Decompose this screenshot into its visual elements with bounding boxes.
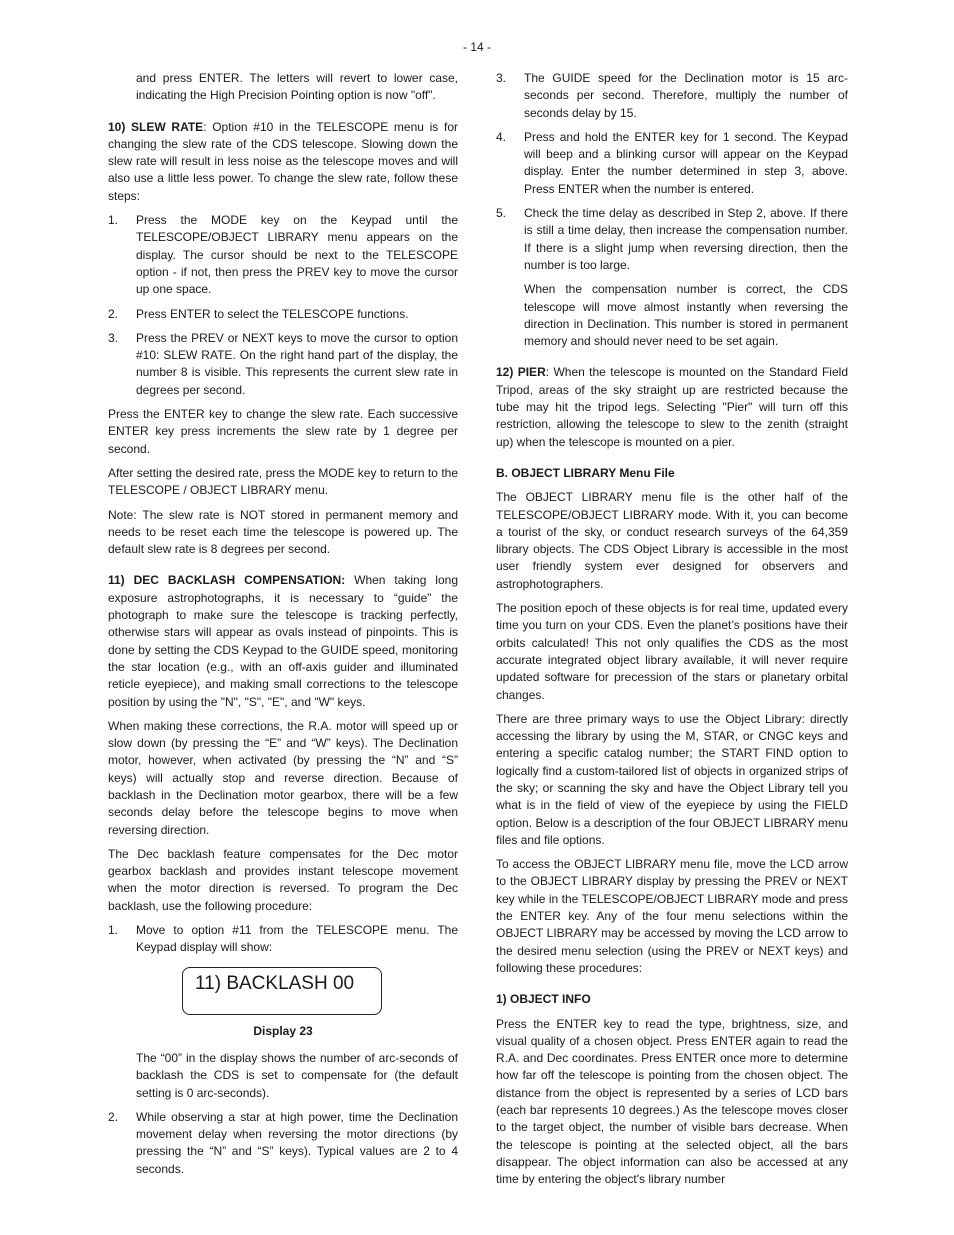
slew-paragraph-1: Press the ENTER key to change the slew rate. Each successive ENTER key press increments the slew rate by 1 degree per second. xyxy=(108,407,458,456)
object-library-paragraph-3: There are three primary ways to use the Object Library: directly accessing the library by using the M, STAR, or CNGC keys and entering a specific catalog number; the START FIND option to logically find a custom-tailored list of objects in organized strips of the sky; or scanning the sky and have the Object Library tell you what is in the field of view of the eyepiece by using the FIELD option. Below is a description of the four OBJECT LIBRARY menu files and file options. xyxy=(496,711,848,847)
object-library-paragraph-2: The position epoch of these objects is for real time, updated every time you turn on your CDS. Even the planet’s positions have their orbits calculated! This not only qualifies the CDS as the most accurate integrated object library available, it will never require updated software for precession of the stars or planetary orbital changes. xyxy=(496,601,848,702)
step-5-note: When the compensation number is correct, the CDS telescope will move almost instantly when reversing the direction in Declination. This number is stored in permanent memory and should never need to be set again. xyxy=(524,282,848,349)
object-library-heading: B. OBJECT LIBRARY Menu File xyxy=(496,465,675,480)
left-column xyxy=(108,70,458,1185)
pier-text: : When the telescope is mounted on the Standard Field Tripod, areas of the sky straight up are restricted because the tube may hit the tripod legs. Selecting "Pier" will turn off this restriction, allowing the telescope to slew to the zenith (straight up) when the telescope is mounted on a pier. xyxy=(496,365,848,449)
step-number: 1. xyxy=(108,213,119,228)
display-caption: Display 23 xyxy=(253,1023,313,1038)
slew-rate-text: : Option #10 in the TELESCOPE menu is for changing the slew rate of the CDS telescope. Slowing down the slew rate will result in less noise as the telescope moves and will also use a little less power. To change the slew rate, follow these steps: xyxy=(108,119,458,203)
dec-step-1 xyxy=(108,922,458,957)
dec-backlash-heading: 11) DEC BACKLASH COMPENSATION: xyxy=(108,573,346,588)
object-info-heading: 1) OBJECT INFO xyxy=(496,992,591,1007)
intro-paragraph: and press ENTER. The letters will revert to lower case, indicating the High Precision Pointing option is now "off". xyxy=(136,71,458,103)
object-info-paragraph: Press the ENTER key to read the type, brightness, size, and visual quality of a chosen object. Press ENTER again to read the R.A. and Dec coordinates. Press ENTER once more to determine how far off the telescope is pointing from the chosen object. The distance from the object is represented by a series of LCD bars (each bar represents 10 degrees.) As the telescope moves closer to the target object, the number of visible bars decrease. When the telescope is pointing at the selected object, all the bars disappear. The object information can also be accessed at any time by entering the object's library number xyxy=(496,1016,848,1187)
step-text: The GUIDE speed for the Declination motor is 15 arc-seconds per second. Therefore, multiply the number of seconds delay by 15. xyxy=(524,71,848,120)
step-text: Press the MODE key on the Keypad until the TELESCOPE/OBJECT LIBRARY menu appears on the display. The cursor should be next to the TELESCOPE option - if not, then press the PREV key to move the cursor up one space. xyxy=(136,213,458,297)
dec-step-2 xyxy=(108,1109,458,1178)
right-column xyxy=(496,70,848,1196)
dec-step-5 xyxy=(496,205,848,274)
slew-rate-heading: 10) SLEW RATE xyxy=(108,119,204,134)
step-number: 2. xyxy=(108,306,119,321)
step-text: Check the time delay as described in Step 2, above. If there is still a time delay, then increase the compensation number. If there is a slight jump when reversing direction, then the number is too large. xyxy=(524,206,848,272)
slew-rate-paragraph xyxy=(108,119,458,205)
dec-backlash-paragraph xyxy=(108,572,458,710)
step-text: While observing a star at high power, time the Declination movement delay when reversing the motor directions (by pressing the “N” and “S” keys). Typical values are 2 to 4 seconds. xyxy=(136,1109,458,1176)
pier-paragraph xyxy=(496,364,848,450)
slew-step-3 xyxy=(108,330,458,399)
step-number: 2. xyxy=(108,1109,119,1124)
step-text: Move to option #11 from the TELESCOPE menu. The Keypad display will show: xyxy=(136,923,458,955)
slew-step-1 xyxy=(108,212,458,298)
pier-heading: 12) PIER xyxy=(496,365,546,380)
keypad-display: 11) BACKLASH 00 xyxy=(182,967,382,1015)
page-number: - 14 - xyxy=(462,40,491,54)
slew-paragraph-2: After setting the desired rate, press the MODE key to return to the TELESCOPE / OBJECT LIBRARY menu. xyxy=(108,465,458,498)
dec-step-4 xyxy=(496,129,848,198)
dec-paragraph-2: The Dec backlash feature compensates for the Dec motor gearbox backlash and provides instant telescope movement when the motor direction is reversed. To program the Dec backlash, use the following procedure: xyxy=(108,846,458,913)
slew-note: Note: The slew rate is NOT stored in permanent memory and needs to be reset each time the telescope is powered up. The default slew rate is 8 degrees per second. xyxy=(108,507,458,557)
object-library-paragraph-4: To access the OBJECT LIBRARY menu file, move the LCD arrow to the OBJECT LIBRARY display by pressing the PREV or NEXT key while in the TELESCOPE/OBJECT LIBRARY mode and press the ENTER key. Any of the four menu selections within the OBJECT LIBRARY may be accessed by moving the LCD arrow to the desired menu selection (using the PREV or NEXT keys) and following these procedures: xyxy=(496,857,848,975)
step-text: Press and hold the ENTER key for 1 second. The Keypad will beep and a blinking cursor will appear on the Keypad display. Enter the number determined in step 3, above. Press ENTER when the number is entered. xyxy=(524,129,848,196)
step-number: 3. xyxy=(496,71,507,85)
object-library-paragraph-1: The OBJECT LIBRARY menu file is the other half of the TELESCOPE/OBJECT LIBRARY mode. With it, you can become a tourist of the sky, or conduct research surveys of the 64,359 library objects. The CDS Object Library is accessible in the most user friendly system ever designed for observers and astrophotographers. xyxy=(496,490,848,591)
dec-step-3 xyxy=(496,70,848,122)
step-number: 1. xyxy=(108,923,119,938)
dec-backlash-text: When taking long exposure astrophotographs, it is necessary to “guide” the photograph to make sure the telescope is tracking perfectly, otherwise stars will appear as ovals instead of pinpoints. This is done by setting the CDS Keypad to the GUIDE speed, monitoring the star location (e.g., with an off-axis guider and illuminated reticle eyepiece), and making small corrections to the telescope position by using the "N", "S", "E", and "W" keys. xyxy=(108,573,458,709)
dec-paragraph-1: When making these corrections, the R.A. motor will speed up or slow down (by pressing the “E” and “W” keys). The Declination motor, however, when activated (by pressing the “N” and “S” keys) will actually stop and reverse direction. Because of backlash in the Declination motor gearbox, there will be a few seconds delay before the telescope begins to move when reversing direction. xyxy=(108,718,458,837)
step-number: 4. xyxy=(496,129,507,144)
step-text: Press ENTER to select the TELESCOPE functions. xyxy=(136,306,409,321)
display-note: The “00” in the display shows the number of arc-seconds of backlash the CDS is set to compensate for (the default setting is 0 arc-seconds). xyxy=(136,1050,458,1100)
step-number: 5. xyxy=(496,206,507,221)
step-number: 3. xyxy=(108,330,119,345)
step-text: Press the PREV or NEXT keys to move the cursor to option #10: SLEW RATE. On the right hand part of the display, the number 8 is visible. This represents the current slew rate in degrees per second. xyxy=(136,330,458,397)
slew-step-2 xyxy=(108,306,458,323)
